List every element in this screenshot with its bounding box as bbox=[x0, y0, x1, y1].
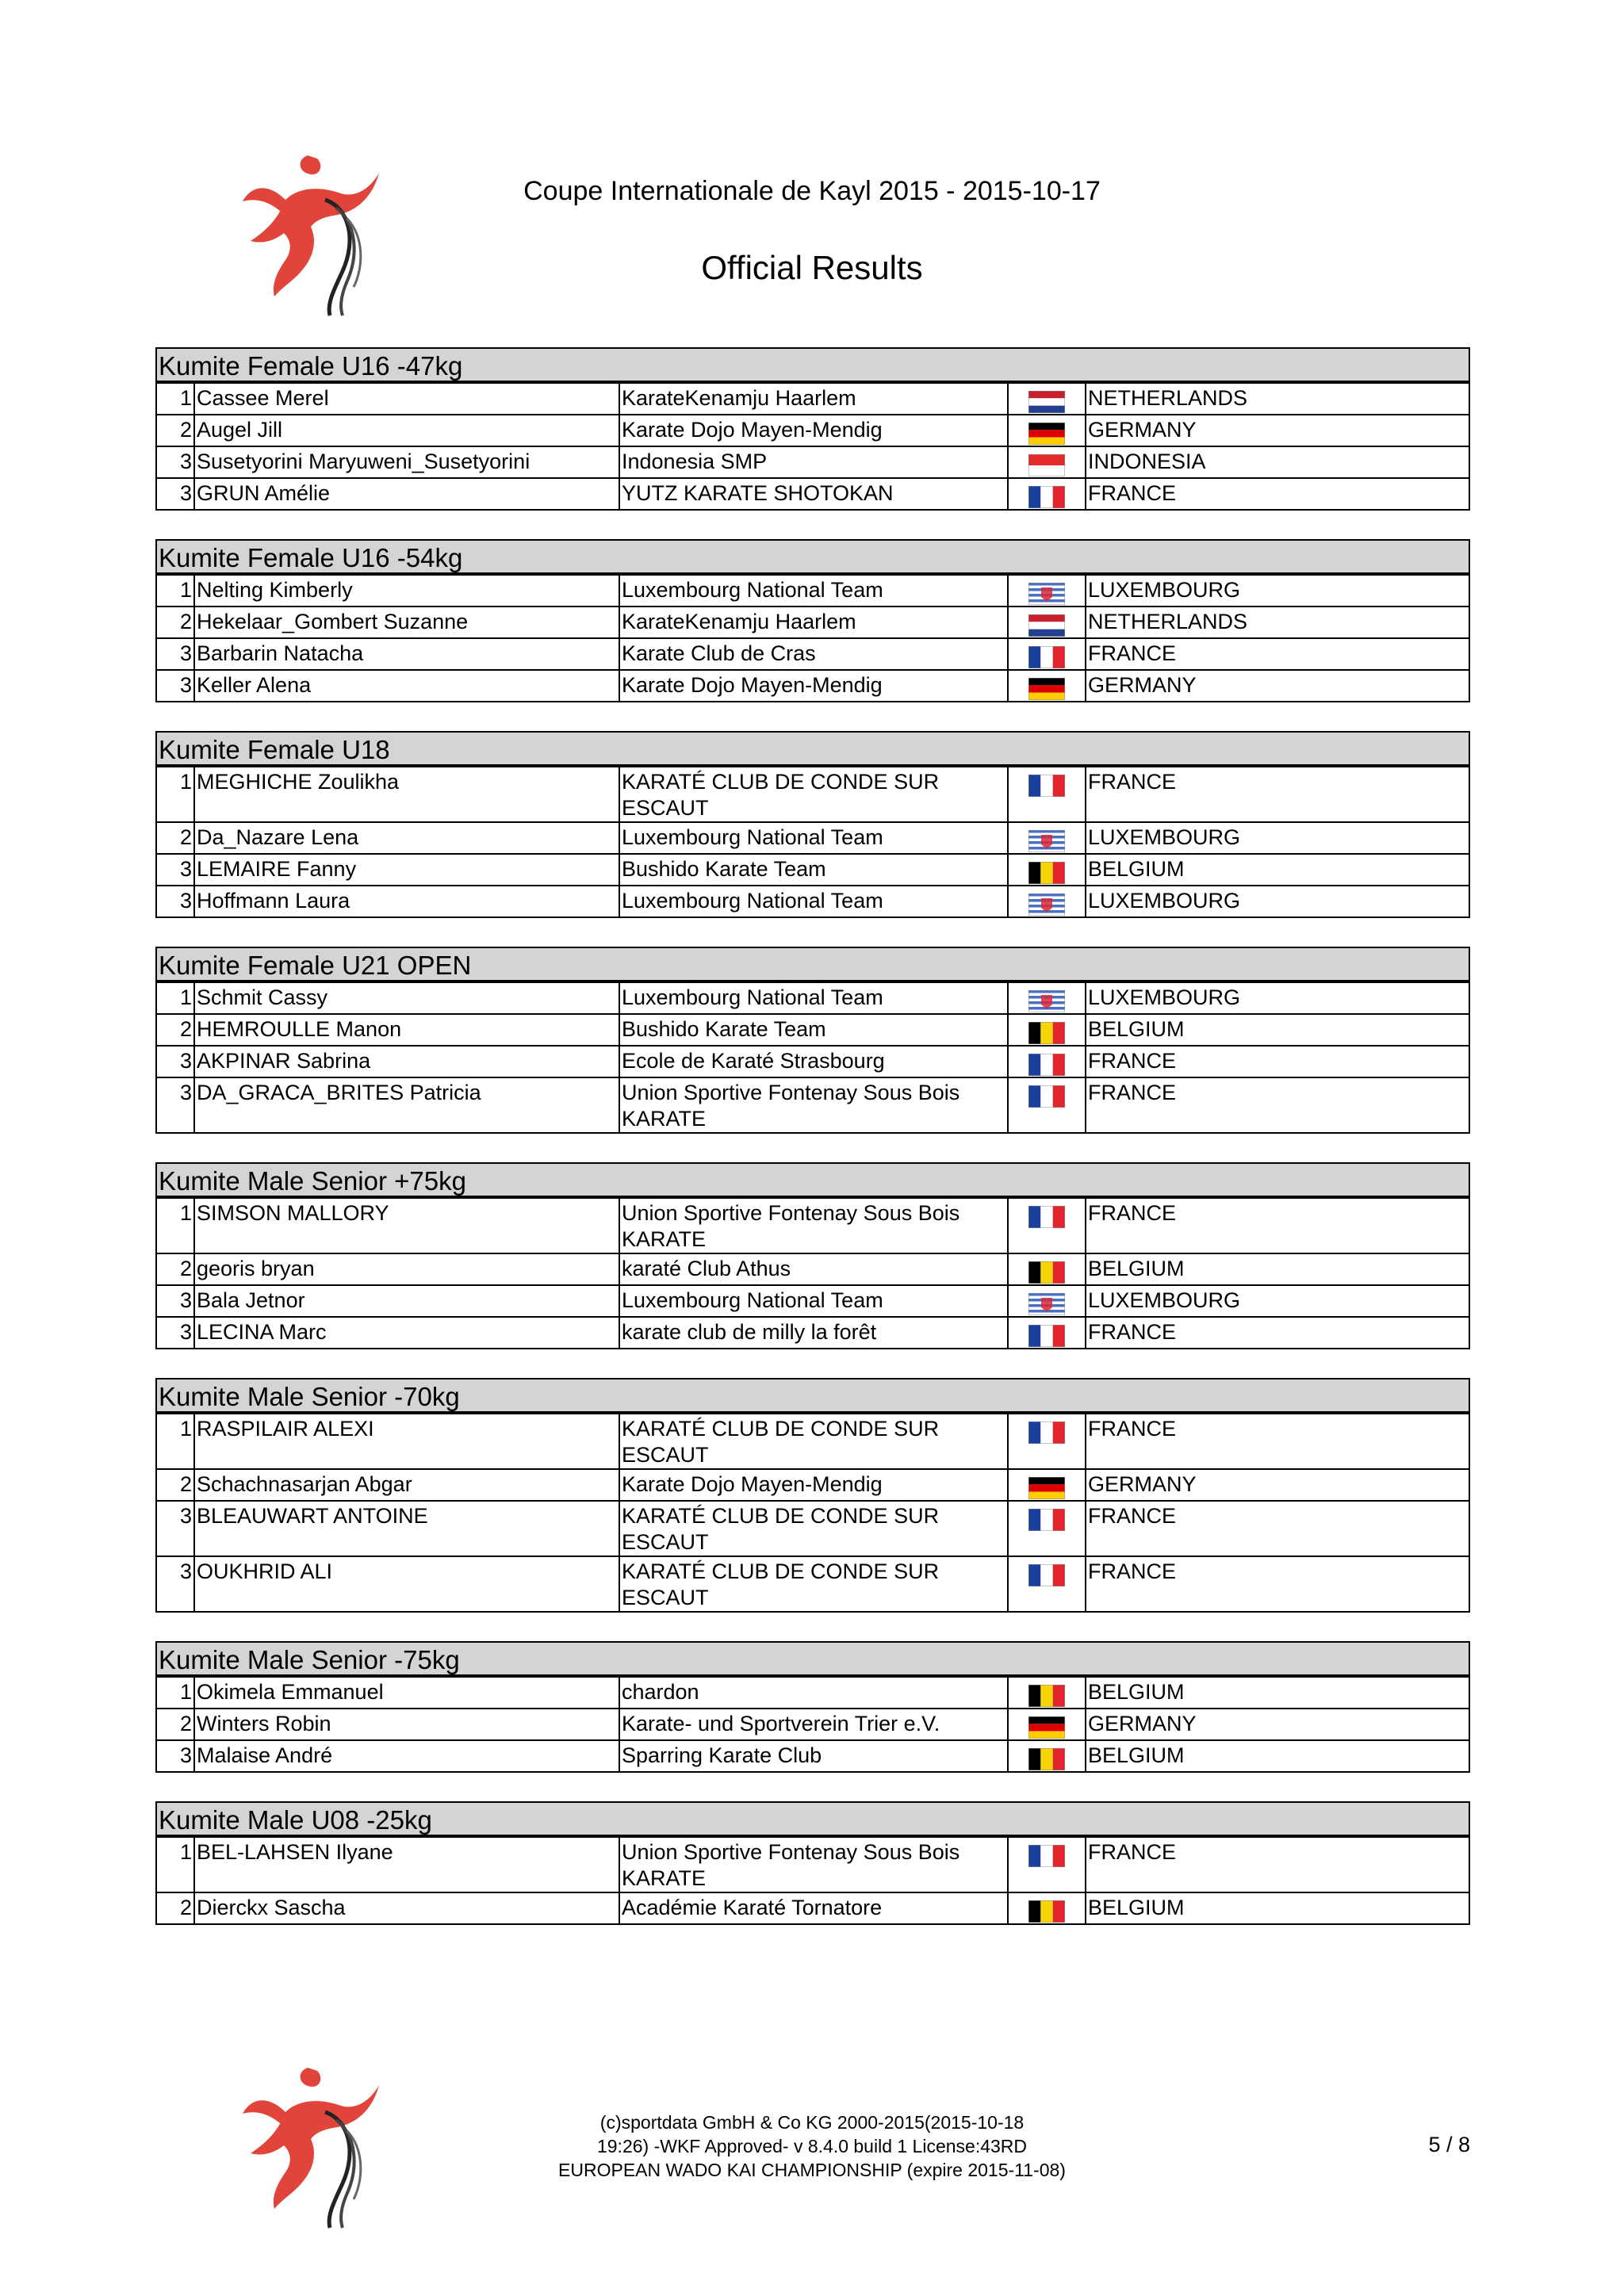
rank-cell: 1 bbox=[156, 1677, 194, 1709]
rank-cell: 3 bbox=[156, 854, 194, 886]
country-name: LUXEMBOURG bbox=[1086, 575, 1469, 607]
luxembourg-flag-icon bbox=[1028, 583, 1065, 605]
flag-cell bbox=[1008, 575, 1086, 607]
rank-cell: 1 bbox=[156, 1414, 194, 1469]
competitor-name: Nelting Kimberly bbox=[194, 575, 619, 607]
competitor-name: RASPILAIR ALEXI bbox=[194, 1414, 619, 1469]
competitor-name: Bala Jetnor bbox=[194, 1285, 619, 1317]
category-title: Kumite Female U16 -47kg bbox=[155, 347, 1470, 382]
country-name: FRANCE bbox=[1086, 1077, 1469, 1133]
table-row bbox=[156, 415, 1469, 446]
flag-cell bbox=[1008, 1501, 1086, 1556]
flag-cell bbox=[1008, 1677, 1086, 1709]
footer-copyright bbox=[0, 2110, 1624, 2182]
flag-cell bbox=[1008, 982, 1086, 1014]
category-block bbox=[155, 1162, 1470, 1349]
club-name: Union Sportive Fontenay Sous Bois KARATE bbox=[619, 1077, 1008, 1133]
flag-cell bbox=[1008, 1556, 1086, 1612]
belgium-flag-icon bbox=[1028, 1900, 1065, 1923]
netherlands-flag-icon bbox=[1028, 614, 1065, 637]
club-name: Karate Dojo Mayen-Mendig bbox=[619, 415, 1008, 446]
country-name: FRANCE bbox=[1086, 1414, 1469, 1469]
rank-cell: 3 bbox=[156, 1046, 194, 1077]
results-table bbox=[155, 1413, 1470, 1613]
country-name: FRANCE bbox=[1086, 1501, 1469, 1556]
country-name: BELGIUM bbox=[1086, 1892, 1469, 1924]
footer-line: (c)sportdata GmbH & Co KG 2000-2015(2015-10-18 bbox=[599, 2112, 1025, 2133]
rank-cell: 3 bbox=[156, 1285, 194, 1317]
competitor-name: Da_Nazare Lena bbox=[194, 822, 619, 854]
category-title: Kumite Female U16 -54kg bbox=[155, 539, 1470, 574]
table-row bbox=[156, 822, 1469, 854]
belgium-flag-icon bbox=[1028, 1685, 1065, 1707]
results-table bbox=[155, 766, 1470, 918]
france-flag-icon bbox=[1028, 486, 1065, 508]
competitor-name: Hekelaar_Gombert Suzanne bbox=[194, 607, 619, 638]
results-table bbox=[155, 1836, 1470, 1925]
germany-flag-icon bbox=[1028, 1477, 1065, 1499]
table-row bbox=[156, 670, 1469, 702]
flag-cell bbox=[1008, 1709, 1086, 1740]
competitor-name: Susetyorini Maryuweni_Susetyorini bbox=[194, 446, 619, 478]
rank-cell: 1 bbox=[156, 1837, 194, 1892]
country-name: FRANCE bbox=[1086, 478, 1469, 510]
table-row bbox=[156, 1556, 1469, 1612]
country-name: LUXEMBOURG bbox=[1086, 982, 1469, 1014]
flag-cell bbox=[1008, 1077, 1086, 1133]
competitor-name: Barbarin Natacha bbox=[194, 638, 619, 670]
category-title: Kumite Male Senior -70kg bbox=[155, 1378, 1470, 1413]
competitor-name: Schachnasarjan Abgar bbox=[194, 1469, 619, 1501]
competitor-name: DA_GRACA_BRITES Patricia bbox=[194, 1077, 619, 1133]
rank-cell: 3 bbox=[156, 446, 194, 478]
france-flag-icon bbox=[1028, 775, 1065, 797]
footer-line: EUROPEAN WADO KAI CHAMPIONSHIP (expire 2015-11-08) bbox=[558, 2160, 1066, 2180]
rank-cell: 1 bbox=[156, 1198, 194, 1253]
france-flag-icon bbox=[1028, 1845, 1065, 1867]
competitor-name: BLEAUWART ANTOINE bbox=[194, 1501, 619, 1556]
club-name: Union Sportive Fontenay Sous Bois KARATE bbox=[619, 1198, 1008, 1253]
table-row bbox=[156, 982, 1469, 1014]
club-name: Luxembourg National Team bbox=[619, 982, 1008, 1014]
category-block bbox=[155, 1801, 1470, 1925]
france-flag-icon bbox=[1028, 1509, 1065, 1531]
rank-cell: 3 bbox=[156, 1317, 194, 1349]
flag-cell bbox=[1008, 822, 1086, 854]
competitor-name: OUKHRID ALI bbox=[194, 1556, 619, 1612]
table-row bbox=[156, 1414, 1469, 1469]
flag-cell bbox=[1008, 415, 1086, 446]
rank-cell: 1 bbox=[156, 575, 194, 607]
country-name: INDONESIA bbox=[1086, 446, 1469, 478]
club-name: KarateKenamju Haarlem bbox=[619, 383, 1008, 415]
table-row bbox=[156, 1892, 1469, 1924]
table-row bbox=[156, 478, 1469, 510]
rank-cell: 3 bbox=[156, 638, 194, 670]
results-table bbox=[155, 574, 1470, 702]
country-name: LUXEMBOURG bbox=[1086, 886, 1469, 917]
belgium-flag-icon bbox=[1028, 1261, 1065, 1284]
rank-cell: 3 bbox=[156, 670, 194, 702]
country-name: BELGIUM bbox=[1086, 1014, 1469, 1046]
table-row bbox=[156, 446, 1469, 478]
category-block bbox=[155, 347, 1470, 511]
france-flag-icon bbox=[1028, 646, 1065, 668]
table-row bbox=[156, 1709, 1469, 1740]
club-name: Indonesia SMP bbox=[619, 446, 1008, 478]
table-row bbox=[156, 1014, 1469, 1046]
france-flag-icon bbox=[1028, 1564, 1065, 1586]
competitor-name: Keller Alena bbox=[194, 670, 619, 702]
rank-cell: 3 bbox=[156, 1556, 194, 1612]
belgium-flag-icon bbox=[1028, 1748, 1065, 1770]
rank-cell: 1 bbox=[156, 767, 194, 822]
rank-cell: 3 bbox=[156, 1740, 194, 1772]
category-block bbox=[155, 947, 1470, 1134]
results-table bbox=[155, 982, 1470, 1134]
results-list bbox=[155, 347, 1470, 1954]
rank-cell: 3 bbox=[156, 478, 194, 510]
country-name: GERMANY bbox=[1086, 415, 1469, 446]
competitor-name: Augel Jill bbox=[194, 415, 619, 446]
luxembourg-flag-icon bbox=[1028, 1293, 1065, 1315]
competitor-name: Malaise André bbox=[194, 1740, 619, 1772]
flag-cell bbox=[1008, 1892, 1086, 1924]
country-name: FRANCE bbox=[1086, 1046, 1469, 1077]
results-table bbox=[155, 1197, 1470, 1349]
table-row bbox=[156, 1469, 1469, 1501]
flag-cell bbox=[1008, 607, 1086, 638]
category-block bbox=[155, 1641, 1470, 1773]
table-row bbox=[156, 575, 1469, 607]
flag-cell bbox=[1008, 446, 1086, 478]
table-row bbox=[156, 638, 1469, 670]
table-row bbox=[156, 607, 1469, 638]
club-name: Luxembourg National Team bbox=[619, 822, 1008, 854]
table-row bbox=[156, 886, 1469, 917]
table-row bbox=[156, 767, 1469, 822]
table-row bbox=[156, 854, 1469, 886]
competitor-name: MEGHICHE Zoulikha bbox=[194, 767, 619, 822]
rank-cell: 2 bbox=[156, 415, 194, 446]
rank-cell: 2 bbox=[156, 1892, 194, 1924]
competitor-name: georis bryan bbox=[194, 1253, 619, 1285]
country-name: NETHERLANDS bbox=[1086, 383, 1469, 415]
category-block bbox=[155, 731, 1470, 918]
competitor-name: Schmit Cassy bbox=[194, 982, 619, 1014]
country-name: FRANCE bbox=[1086, 1556, 1469, 1612]
france-flag-icon bbox=[1028, 1422, 1065, 1444]
club-name: YUTZ KARATE SHOTOKAN bbox=[619, 478, 1008, 510]
flag-cell bbox=[1008, 1014, 1086, 1046]
club-name: Bushido Karate Team bbox=[619, 854, 1008, 886]
results-table bbox=[155, 382, 1470, 511]
club-name: Karate Club de Cras bbox=[619, 638, 1008, 670]
club-name: Luxembourg National Team bbox=[619, 1285, 1008, 1317]
flag-cell bbox=[1008, 1317, 1086, 1349]
club-name: karaté Club Athus bbox=[619, 1253, 1008, 1285]
flag-cell bbox=[1008, 670, 1086, 702]
table-row bbox=[156, 1077, 1469, 1133]
club-name: Union Sportive Fontenay Sous Bois KARATE bbox=[619, 1837, 1008, 1892]
country-name: LUXEMBOURG bbox=[1086, 822, 1469, 854]
competitor-name: LEMAIRE Fanny bbox=[194, 854, 619, 886]
competitor-name: BEL-LAHSEN Ilyane bbox=[194, 1837, 619, 1892]
rank-cell: 2 bbox=[156, 1469, 194, 1501]
germany-flag-icon bbox=[1028, 678, 1065, 700]
competitor-name: Cassee Merel bbox=[194, 383, 619, 415]
table-row bbox=[156, 1501, 1469, 1556]
flag-cell bbox=[1008, 638, 1086, 670]
country-name: FRANCE bbox=[1086, 767, 1469, 822]
luxembourg-flag-icon bbox=[1028, 830, 1065, 852]
country-name: GERMANY bbox=[1086, 1469, 1469, 1501]
flag-cell bbox=[1008, 1837, 1086, 1892]
category-title: Kumite Female U18 bbox=[155, 731, 1470, 766]
page-title: Official Results bbox=[701, 249, 923, 286]
club-name: Ecole de Karaté Strasbourg bbox=[619, 1046, 1008, 1077]
category-block bbox=[155, 1378, 1470, 1613]
rank-cell: 2 bbox=[156, 1709, 194, 1740]
country-name: FRANCE bbox=[1086, 1317, 1469, 1349]
country-name: FRANCE bbox=[1086, 1837, 1469, 1892]
flag-cell bbox=[1008, 767, 1086, 822]
table-row bbox=[156, 1837, 1469, 1892]
flag-cell bbox=[1008, 383, 1086, 415]
flag-cell bbox=[1008, 1046, 1086, 1077]
belgium-flag-icon bbox=[1028, 1022, 1065, 1044]
category-title: Kumite Female U21 OPEN bbox=[155, 947, 1470, 982]
club-name: Karate Dojo Mayen-Mendig bbox=[619, 670, 1008, 702]
club-name: KARATÉ CLUB DE CONDE SUR ESCAUT bbox=[619, 1556, 1008, 1612]
competitor-name: GRUN Amélie bbox=[194, 478, 619, 510]
luxembourg-flag-icon bbox=[1028, 894, 1065, 916]
club-name: Karate Dojo Mayen-Mendig bbox=[619, 1469, 1008, 1501]
club-name: KARATÉ CLUB DE CONDE SUR ESCAUT bbox=[619, 1501, 1008, 1556]
country-name: BELGIUM bbox=[1086, 854, 1469, 886]
country-name: FRANCE bbox=[1086, 1198, 1469, 1253]
indonesia-flag-icon bbox=[1028, 454, 1065, 476]
flag-cell bbox=[1008, 1469, 1086, 1501]
rank-cell: 3 bbox=[156, 1501, 194, 1556]
competitor-name: LECINA Marc bbox=[194, 1317, 619, 1349]
rank-cell: 1 bbox=[156, 982, 194, 1014]
table-row bbox=[156, 1740, 1469, 1772]
competitor-name: Hoffmann Laura bbox=[194, 886, 619, 917]
rank-cell: 2 bbox=[156, 822, 194, 854]
category-title: Kumite Male U08 -25kg bbox=[155, 1801, 1470, 1836]
country-name: GERMANY bbox=[1086, 1709, 1469, 1740]
club-name: Bushido Karate Team bbox=[619, 1014, 1008, 1046]
flag-cell bbox=[1008, 478, 1086, 510]
category-title: Kumite Male Senior +75kg bbox=[155, 1162, 1470, 1197]
club-name: KARATÉ CLUB DE CONDE SUR ESCAUT bbox=[619, 767, 1008, 822]
table-row bbox=[156, 1317, 1469, 1349]
rank-cell: 3 bbox=[156, 886, 194, 917]
competitor-name: AKPINAR Sabrina bbox=[194, 1046, 619, 1077]
rank-cell: 1 bbox=[156, 383, 194, 415]
netherlands-flag-icon bbox=[1028, 391, 1065, 413]
table-row bbox=[156, 383, 1469, 415]
luxembourg-flag-icon bbox=[1028, 990, 1065, 1012]
club-name: KarateKenamju Haarlem bbox=[619, 607, 1008, 638]
page-number: 5 / 8 bbox=[1428, 2133, 1470, 2156]
competitor-name: HEMROULLE Manon bbox=[194, 1014, 619, 1046]
footer-line: 19:26) -WKF Approved- v 8.4.0 build 1 License:43RD bbox=[596, 2136, 1028, 2156]
category-block bbox=[155, 539, 1470, 702]
club-name: Sparring Karate Club bbox=[619, 1740, 1008, 1772]
germany-flag-icon bbox=[1028, 1716, 1065, 1739]
competitor-name: Okimela Emmanuel bbox=[194, 1677, 619, 1709]
table-row bbox=[156, 1253, 1469, 1285]
results-table bbox=[155, 1676, 1470, 1773]
flag-cell bbox=[1008, 1198, 1086, 1253]
country-name: GERMANY bbox=[1086, 670, 1469, 702]
country-name: BELGIUM bbox=[1086, 1253, 1469, 1285]
category-title: Kumite Male Senior -75kg bbox=[155, 1641, 1470, 1676]
country-name: NETHERLANDS bbox=[1086, 607, 1469, 638]
flag-cell bbox=[1008, 1253, 1086, 1285]
rank-cell: 2 bbox=[156, 1014, 194, 1046]
germany-flag-icon bbox=[1028, 423, 1065, 445]
club-name: KARATÉ CLUB DE CONDE SUR ESCAUT bbox=[619, 1414, 1008, 1469]
club-name: Académie Karaté Tornatore bbox=[619, 1892, 1008, 1924]
flag-cell bbox=[1008, 1285, 1086, 1317]
competitor-name: Dierckx Sascha bbox=[194, 1892, 619, 1924]
rank-cell: 3 bbox=[156, 1077, 194, 1133]
country-name: FRANCE bbox=[1086, 638, 1469, 670]
france-flag-icon bbox=[1028, 1206, 1065, 1228]
event-title: Coupe Internationale de Kayl 2015 - 2015-10-17 bbox=[523, 176, 1101, 206]
table-row bbox=[156, 1198, 1469, 1253]
country-name: BELGIUM bbox=[1086, 1740, 1469, 1772]
country-name: BELGIUM bbox=[1086, 1677, 1469, 1709]
rank-cell: 2 bbox=[156, 1253, 194, 1285]
france-flag-icon bbox=[1028, 1325, 1065, 1347]
flag-cell bbox=[1008, 1414, 1086, 1469]
table-row bbox=[156, 1285, 1469, 1317]
table-row bbox=[156, 1046, 1469, 1077]
club-name: Karate- und Sportverein Trier e.V. bbox=[619, 1709, 1008, 1740]
table-row bbox=[156, 1677, 1469, 1709]
club-name: Luxembourg National Team bbox=[619, 575, 1008, 607]
country-name: LUXEMBOURG bbox=[1086, 1285, 1469, 1317]
competitor-name: SIMSON MALLORY bbox=[194, 1198, 619, 1253]
club-name: chardon bbox=[619, 1677, 1008, 1709]
belgium-flag-icon bbox=[1028, 862, 1065, 884]
competitor-name: Winters Robin bbox=[194, 1709, 619, 1740]
rank-cell: 2 bbox=[156, 607, 194, 638]
flag-cell bbox=[1008, 1740, 1086, 1772]
club-name: karate club de milly la forêt bbox=[619, 1317, 1008, 1349]
flag-cell bbox=[1008, 886, 1086, 917]
france-flag-icon bbox=[1028, 1085, 1065, 1108]
france-flag-icon bbox=[1028, 1054, 1065, 1076]
club-name: Luxembourg National Team bbox=[619, 886, 1008, 917]
flag-cell bbox=[1008, 854, 1086, 886]
